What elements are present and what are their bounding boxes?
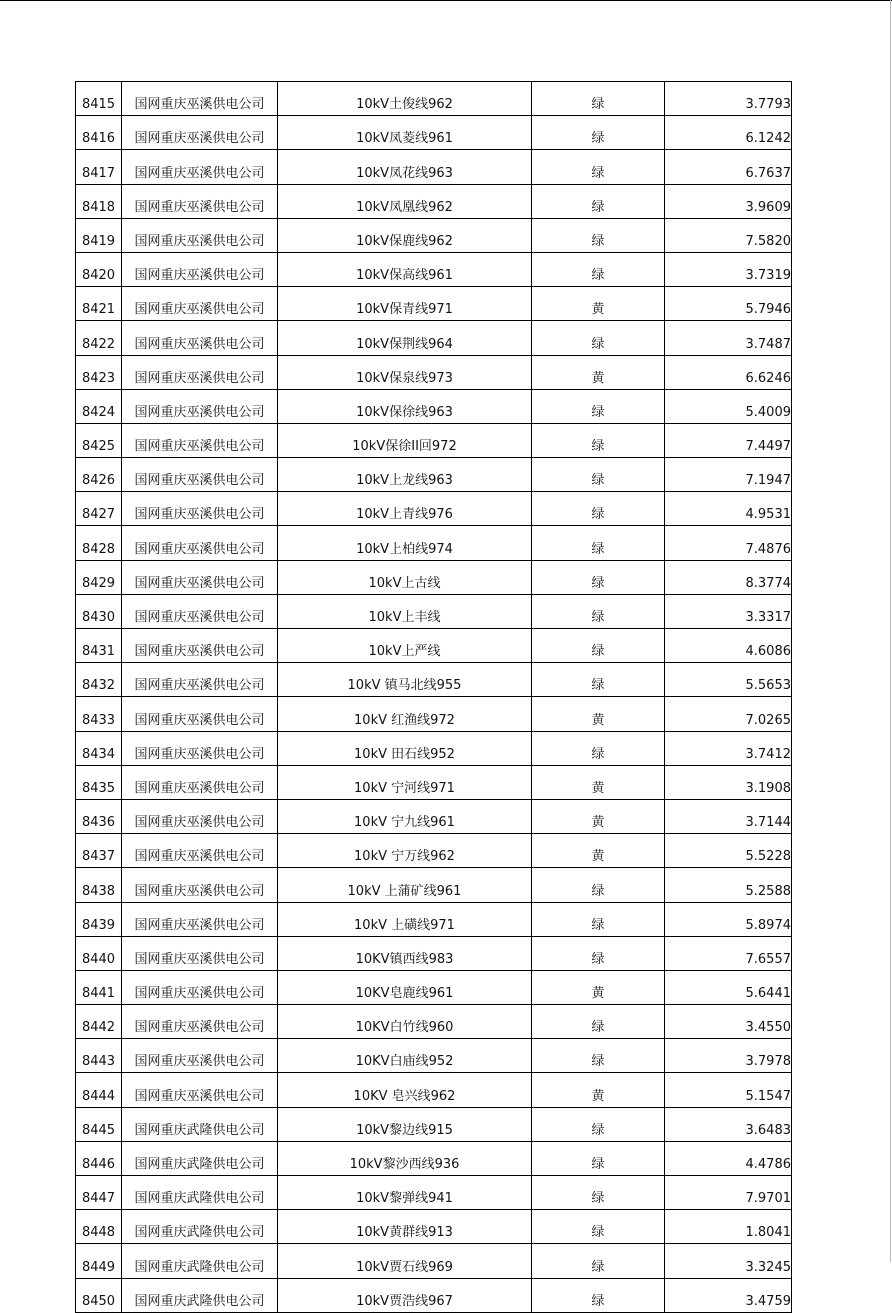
status-cell: 绿 (532, 184, 665, 218)
status-cell: 绿 (532, 458, 665, 492)
company-cell: 国网重庆巫溪供电公司 (122, 150, 278, 184)
table-row (76, 1244, 792, 1278)
line-name-cell: 10kV 上蒲矿线961 (278, 868, 532, 902)
row-number: 8437 (76, 834, 122, 868)
company-cell: 国网重庆巫溪供电公司 (122, 970, 278, 1004)
row-number: 8424 (76, 389, 122, 423)
table-row (76, 594, 792, 628)
value-cell: 3.3245 (665, 1244, 792, 1278)
row-number: 8418 (76, 184, 122, 218)
value-cell: 7.9701 (665, 1176, 792, 1210)
page-top-rule (0, 0, 892, 1)
value-cell: 3.7487 (665, 321, 792, 355)
status-cell: 绿 (532, 218, 665, 252)
line-name-cell: 10kV贾石线969 (278, 1244, 532, 1278)
company-cell: 国网重庆巫溪供电公司 (122, 629, 278, 663)
company-cell: 国网重庆巫溪供电公司 (122, 321, 278, 355)
row-number: 8450 (76, 1278, 122, 1312)
row-number: 8436 (76, 799, 122, 833)
line-name-cell: 10kV上严线 (278, 629, 532, 663)
status-cell: 绿 (532, 1107, 665, 1141)
row-number: 8419 (76, 218, 122, 252)
status-cell: 黄 (532, 970, 665, 1004)
value-cell: 4.9531 (665, 492, 792, 526)
company-cell: 国网重庆巫溪供电公司 (122, 458, 278, 492)
table-row (76, 697, 792, 731)
table-row (76, 423, 792, 457)
line-name-cell: 10kV上古线 (278, 560, 532, 594)
value-cell: 7.6557 (665, 936, 792, 970)
row-number: 8417 (76, 150, 122, 184)
line-name-cell: 10kV上丰线 (278, 594, 532, 628)
status-cell: 黄 (532, 799, 665, 833)
line-name-cell: 10kV 田石线952 (278, 731, 532, 765)
row-number: 8432 (76, 663, 122, 697)
status-cell: 绿 (532, 1039, 665, 1073)
company-cell: 国网重庆巫溪供电公司 (122, 287, 278, 321)
value-cell: 7.1947 (665, 458, 792, 492)
company-cell: 国网重庆巫溪供电公司 (122, 731, 278, 765)
status-cell: 黄 (532, 697, 665, 731)
status-cell: 绿 (532, 1005, 665, 1039)
value-cell: 6.7637 (665, 150, 792, 184)
value-cell: 5.7946 (665, 287, 792, 321)
status-cell: 绿 (532, 389, 665, 423)
company-cell: 国网重庆巫溪供电公司 (122, 765, 278, 799)
line-name-cell: 10kV黎弹线941 (278, 1176, 532, 1210)
value-cell: 7.4876 (665, 526, 792, 560)
table-row (76, 389, 792, 423)
table-row (76, 936, 792, 970)
row-number: 8447 (76, 1176, 122, 1210)
status-cell: 绿 (532, 1210, 665, 1244)
table-row (76, 765, 792, 799)
line-name-cell: 10kV土俊线962 (278, 82, 532, 116)
value-cell: 3.7144 (665, 799, 792, 833)
value-cell: 7.5820 (665, 218, 792, 252)
company-cell: 国网重庆巫溪供电公司 (122, 526, 278, 560)
company-cell: 国网重庆武隆供电公司 (122, 1210, 278, 1244)
table-body (76, 82, 792, 1313)
table-row (76, 184, 792, 218)
value-cell: 6.1242 (665, 116, 792, 150)
table-row (76, 731, 792, 765)
row-number: 8441 (76, 970, 122, 1004)
company-cell: 国网重庆巫溪供电公司 (122, 252, 278, 286)
row-number: 8416 (76, 116, 122, 150)
table-row (76, 321, 792, 355)
table-row (76, 834, 792, 868)
table-row (76, 868, 792, 902)
status-cell: 绿 (532, 116, 665, 150)
value-cell: 3.7793 (665, 82, 792, 116)
row-number: 8428 (76, 526, 122, 560)
company-cell: 国网重庆巫溪供电公司 (122, 834, 278, 868)
value-cell: 7.0265 (665, 697, 792, 731)
line-name-cell: 10kV黎边线915 (278, 1107, 532, 1141)
value-cell: 5.5653 (665, 663, 792, 697)
line-name-cell: 10kV保高线961 (278, 252, 532, 286)
value-cell: 5.8974 (665, 902, 792, 936)
table-row (76, 1278, 792, 1312)
status-cell: 绿 (532, 594, 665, 628)
company-cell: 国网重庆巫溪供电公司 (122, 560, 278, 594)
company-cell: 国网重庆武隆供电公司 (122, 1107, 278, 1141)
company-cell: 国网重庆巫溪供电公司 (122, 1005, 278, 1039)
table-row (76, 1005, 792, 1039)
row-number: 8430 (76, 594, 122, 628)
table-row (76, 799, 792, 833)
company-cell: 国网重庆巫溪供电公司 (122, 492, 278, 526)
status-cell: 绿 (532, 868, 665, 902)
table-row (76, 252, 792, 286)
line-name-cell: 10KV皂鹿线961 (278, 970, 532, 1004)
status-cell: 黄 (532, 287, 665, 321)
value-cell: 3.1908 (665, 765, 792, 799)
value-cell: 3.7978 (665, 1039, 792, 1073)
value-cell: 6.6246 (665, 355, 792, 389)
row-number: 8438 (76, 868, 122, 902)
line-name-cell: 10KV 皂兴线962 (278, 1073, 532, 1107)
status-cell: 黄 (532, 834, 665, 868)
line-name-cell: 10kV保鹿线962 (278, 218, 532, 252)
line-name-cell: 10kV保徐II回972 (278, 423, 532, 457)
value-cell: 5.1547 (665, 1073, 792, 1107)
row-number: 8448 (76, 1210, 122, 1244)
value-cell: 3.7319 (665, 252, 792, 286)
table-row (76, 1107, 792, 1141)
table-row (76, 458, 792, 492)
company-cell: 国网重庆巫溪供电公司 (122, 799, 278, 833)
status-cell: 绿 (532, 731, 665, 765)
company-cell: 国网重庆巫溪供电公司 (122, 82, 278, 116)
status-cell: 绿 (532, 526, 665, 560)
company-cell: 国网重庆武隆供电公司 (122, 1244, 278, 1278)
line-name-cell: 10kV 镇马北线955 (278, 663, 532, 697)
row-number: 8443 (76, 1039, 122, 1073)
row-number: 8439 (76, 902, 122, 936)
table-row (76, 1073, 792, 1107)
table-row (76, 1039, 792, 1073)
row-number: 8445 (76, 1107, 122, 1141)
value-cell: 3.6483 (665, 1107, 792, 1141)
value-cell: 4.6086 (665, 629, 792, 663)
company-cell: 国网重庆巫溪供电公司 (122, 1073, 278, 1107)
line-name-cell: 10kV黄群线913 (278, 1210, 532, 1244)
value-cell: 5.4009 (665, 389, 792, 423)
line-name-cell: 10kV保泉线973 (278, 355, 532, 389)
status-cell: 绿 (532, 321, 665, 355)
value-cell: 3.7412 (665, 731, 792, 765)
table-row (76, 629, 792, 663)
table-row (76, 82, 792, 116)
line-name-cell: 10kV上柏线974 (278, 526, 532, 560)
value-cell: 3.3317 (665, 594, 792, 628)
line-name-cell: 10kV 宁九线961 (278, 799, 532, 833)
value-cell: 5.2588 (665, 868, 792, 902)
status-cell: 绿 (532, 1141, 665, 1175)
table-row (76, 218, 792, 252)
status-cell: 黄 (532, 355, 665, 389)
line-name-cell: 10kV保荆线964 (278, 321, 532, 355)
company-cell: 国网重庆巫溪供电公司 (122, 936, 278, 970)
row-number: 8446 (76, 1141, 122, 1175)
row-number: 8444 (76, 1073, 122, 1107)
line-name-cell: 10KV白竹线960 (278, 1005, 532, 1039)
line-name-cell: 10kV 宁万线962 (278, 834, 532, 868)
company-cell: 国网重庆巫溪供电公司 (122, 902, 278, 936)
company-cell: 国网重庆武隆供电公司 (122, 1278, 278, 1312)
line-name-cell: 10kV保青线971 (278, 287, 532, 321)
row-number: 8425 (76, 423, 122, 457)
table-row (76, 355, 792, 389)
status-cell: 绿 (532, 1176, 665, 1210)
table-row (76, 1141, 792, 1175)
status-cell: 绿 (532, 492, 665, 526)
line-name-cell: 10KV镇西线983 (278, 936, 532, 970)
table-row (76, 560, 792, 594)
value-cell: 3.4550 (665, 1005, 792, 1039)
table-row (76, 116, 792, 150)
line-name-cell: 10kV上龙线963 (278, 458, 532, 492)
line-name-cell: 10KV白庙线952 (278, 1039, 532, 1073)
table-row (76, 1176, 792, 1210)
company-cell: 国网重庆巫溪供电公司 (122, 389, 278, 423)
row-number: 8421 (76, 287, 122, 321)
row-number: 8426 (76, 458, 122, 492)
company-cell: 国网重庆巫溪供电公司 (122, 697, 278, 731)
company-cell: 国网重庆巫溪供电公司 (122, 1039, 278, 1073)
page-right-edge (890, 0, 891, 1262)
company-cell: 国网重庆巫溪供电公司 (122, 218, 278, 252)
line-name-cell: 10kV保徐线963 (278, 389, 532, 423)
line-name-cell: 10kV凤菱线961 (278, 116, 532, 150)
row-number: 8423 (76, 355, 122, 389)
status-cell: 绿 (532, 82, 665, 116)
value-cell: 4.4786 (665, 1141, 792, 1175)
status-cell: 黄 (532, 765, 665, 799)
value-cell: 3.9609 (665, 184, 792, 218)
status-cell: 绿 (532, 560, 665, 594)
line-name-cell: 10kV 上磺线971 (278, 902, 532, 936)
value-cell: 3.4759 (665, 1278, 792, 1312)
value-cell: 1.8041 (665, 1210, 792, 1244)
value-cell: 8.3774 (665, 560, 792, 594)
status-cell: 绿 (532, 150, 665, 184)
company-cell: 国网重庆巫溪供电公司 (122, 594, 278, 628)
company-cell: 国网重庆巫溪供电公司 (122, 663, 278, 697)
status-cell: 绿 (532, 423, 665, 457)
row-number: 8434 (76, 731, 122, 765)
row-number: 8433 (76, 697, 122, 731)
status-cell: 绿 (532, 1278, 665, 1312)
company-cell: 国网重庆巫溪供电公司 (122, 116, 278, 150)
company-cell: 国网重庆巫溪供电公司 (122, 423, 278, 457)
value-cell: 7.4497 (665, 423, 792, 457)
line-name-cell: 10kV凤凰线962 (278, 184, 532, 218)
line-name-cell: 10kV贾浩线967 (278, 1278, 532, 1312)
company-cell: 国网重庆武隆供电公司 (122, 1176, 278, 1210)
company-cell: 国网重庆巫溪供电公司 (122, 184, 278, 218)
line-name-cell: 10kV 宁河线971 (278, 765, 532, 799)
status-cell: 绿 (532, 252, 665, 286)
line-name-cell: 10kV凤花线963 (278, 150, 532, 184)
status-cell: 绿 (532, 902, 665, 936)
table-row (76, 526, 792, 560)
row-number: 8415 (76, 82, 122, 116)
company-cell: 国网重庆武隆供电公司 (122, 1141, 278, 1175)
row-number: 8449 (76, 1244, 122, 1278)
line-name-cell: 10kV上青线976 (278, 492, 532, 526)
table-row (76, 663, 792, 697)
status-cell: 绿 (532, 629, 665, 663)
company-cell: 国网重庆巫溪供电公司 (122, 355, 278, 389)
company-cell: 国网重庆巫溪供电公司 (122, 868, 278, 902)
status-cell: 绿 (532, 936, 665, 970)
row-number: 8427 (76, 492, 122, 526)
row-number: 8429 (76, 560, 122, 594)
value-cell: 5.6441 (665, 970, 792, 1004)
table-row (76, 492, 792, 526)
table-row (76, 287, 792, 321)
value-cell: 5.5228 (665, 834, 792, 868)
status-cell: 绿 (532, 1244, 665, 1278)
table-row (76, 970, 792, 1004)
status-cell: 绿 (532, 663, 665, 697)
row-number: 8431 (76, 629, 122, 663)
row-number: 8442 (76, 1005, 122, 1039)
line-name-cell: 10kV黎沙西线936 (278, 1141, 532, 1175)
line-data-table (75, 81, 792, 1313)
row-number: 8440 (76, 936, 122, 970)
table-row (76, 150, 792, 184)
row-number: 8422 (76, 321, 122, 355)
table-row (76, 1210, 792, 1244)
row-number: 8420 (76, 252, 122, 286)
line-name-cell: 10kV 红渔线972 (278, 697, 532, 731)
row-number: 8435 (76, 765, 122, 799)
status-cell: 黄 (532, 1073, 665, 1107)
table-row (76, 902, 792, 936)
